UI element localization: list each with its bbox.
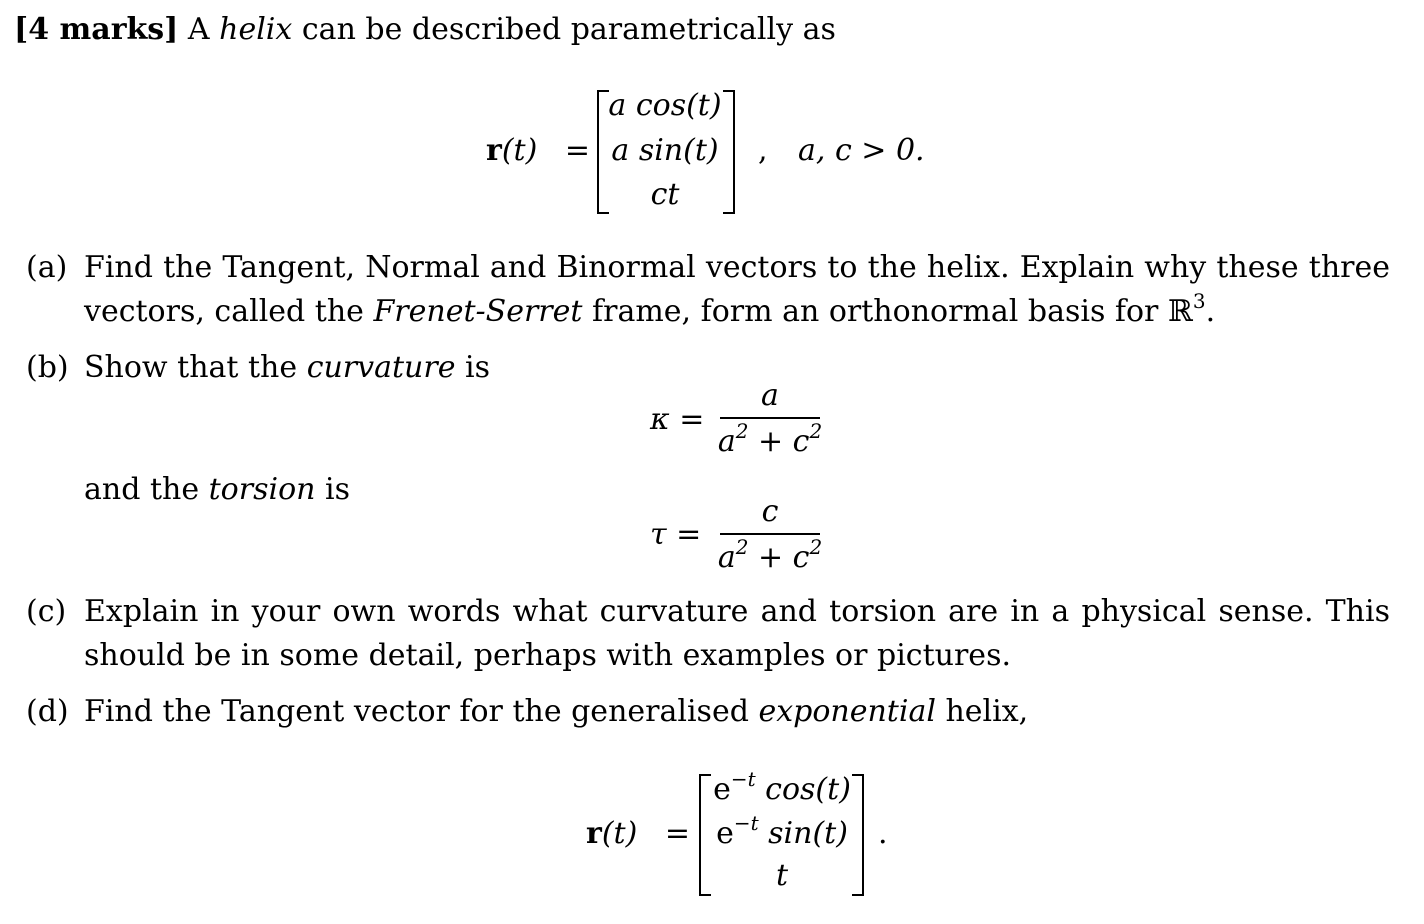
- part-a-line1: Find the Tangent, Normal and Binormal vectors to the helix. Explain why these three: [84, 250, 1390, 285]
- tau-denominator: [710, 535, 830, 576]
- kappa-den-sup2: 2: [809, 419, 823, 443]
- eq2-row1: [704, 767, 860, 808]
- tau-den-a: a: [717, 540, 736, 575]
- eq2-equals: =: [664, 816, 690, 851]
- eq1-lhs: [486, 133, 590, 169]
- eq2-lhs: [586, 816, 690, 852]
- part-d-label: (d): [26, 694, 69, 729]
- tau-fraction-bar: [720, 533, 820, 535]
- header-term: helix: [219, 12, 293, 47]
- tau-den-plus: + c: [748, 540, 810, 575]
- part-c-label: (c): [26, 594, 67, 629]
- kappa-den-a: a: [717, 424, 736, 459]
- part-d-post: helix,: [945, 694, 1029, 729]
- r3-superscript: 3: [1192, 289, 1206, 313]
- eq2-row2-rest: sin(t): [758, 816, 848, 851]
- eq2-row2-sup: −t: [733, 811, 759, 835]
- exponential-term: exponential: [758, 694, 936, 729]
- eq1-right-bracket: [723, 90, 735, 214]
- marks-label: [4 marks]: [14, 12, 179, 47]
- tau-den-sup1: 2: [735, 535, 749, 559]
- kappa-denominator: [710, 419, 830, 460]
- part-b-pre: Show that the: [84, 350, 298, 385]
- part-a-line2-post: frame, form an orthonormal basis for ℝ: [592, 294, 1193, 329]
- part-a-line2-pre: vectors, called the: [84, 294, 364, 329]
- eq1-r: r: [486, 133, 502, 168]
- eq2-row2: [704, 811, 860, 852]
- tau-numerator: c: [761, 494, 779, 529]
- part-b-mid-post: is: [325, 472, 351, 507]
- torsion-term: torsion: [208, 472, 316, 507]
- eq2-row2-e: e: [716, 816, 734, 851]
- part-a-line2: [84, 289, 1216, 330]
- kappa-fraction-bar: [720, 417, 820, 419]
- part-b-mid-pre: and the: [84, 472, 200, 507]
- part-b-intro: [84, 350, 490, 386]
- eq2-row1-rest: cos(t): [755, 772, 851, 807]
- part-b-torsion-intro: [84, 472, 350, 508]
- eq2-row1-sup: −t: [730, 767, 756, 791]
- eq1-condition: a, c > 0.: [798, 133, 925, 168]
- eq1-row3: ct: [650, 177, 680, 212]
- eq2-r: r: [586, 816, 602, 851]
- frenet-serret-term: Frenet-Serret: [373, 294, 583, 329]
- tau-den-sup2: 2: [809, 535, 823, 559]
- kappa-numerator: a: [761, 378, 779, 413]
- eq1-comma: ,: [758, 133, 768, 168]
- part-c-line1: Explain in your own words what curvature and torsion are in a physical sense. This: [84, 594, 1390, 629]
- eq1-equals: =: [564, 133, 590, 168]
- kappa-symbol: κ =: [650, 402, 705, 437]
- eq2-period: .: [878, 816, 888, 851]
- eq2-right-bracket: [852, 774, 864, 896]
- question-header: [14, 12, 836, 48]
- curvature-term: curvature: [306, 350, 456, 385]
- part-c-line2: should be in some detail, perhaps with examples or pictures.: [84, 638, 1011, 673]
- part-a-label: (a): [26, 250, 68, 285]
- part-d-text: [84, 694, 1028, 730]
- part-b-label: (b): [26, 350, 69, 385]
- part-a-period: .: [1205, 294, 1216, 329]
- eq2-arg: (t): [601, 816, 638, 851]
- part-b-post: is: [465, 350, 491, 385]
- header-lead: A: [187, 12, 210, 47]
- header-rest: can be described parametrically as: [301, 12, 836, 47]
- kappa-den-sup1: 2: [735, 419, 749, 443]
- kappa-den-plus: + c: [748, 424, 810, 459]
- eq1-row1: a cos(t): [608, 88, 722, 123]
- tau-symbol: τ =: [650, 517, 702, 552]
- eq2-row1-e: e: [713, 772, 731, 807]
- eq1-arg: (t): [501, 133, 538, 168]
- eq1-row2: a sin(t): [611, 133, 719, 168]
- eq2-row3: t: [775, 858, 789, 893]
- part-d-pre: Find the Tangent vector for the generalised: [84, 694, 749, 729]
